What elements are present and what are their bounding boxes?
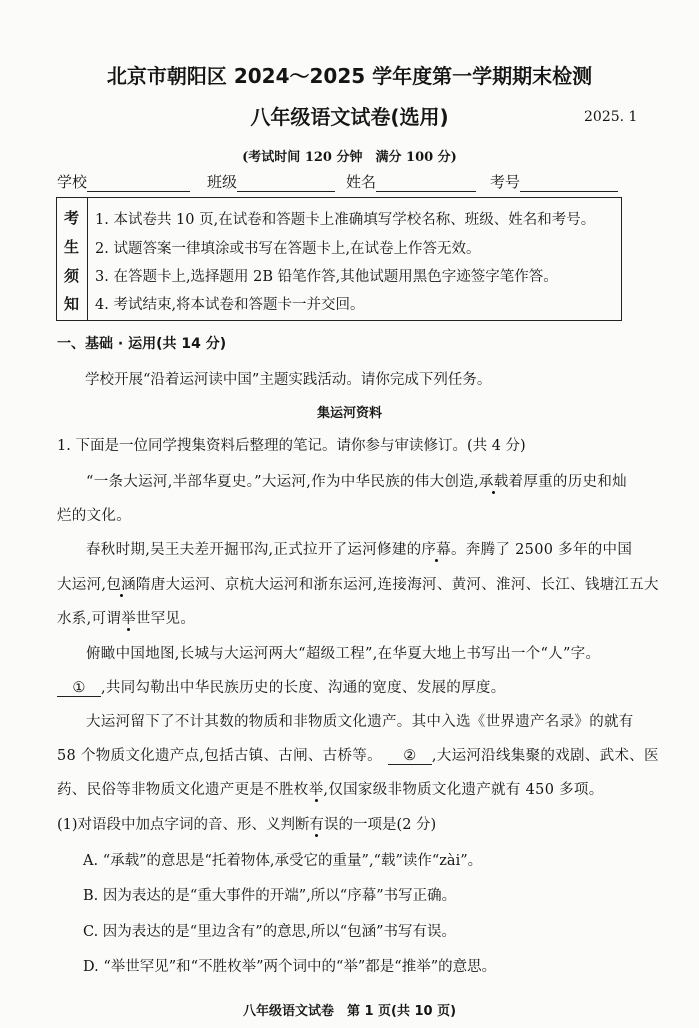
text-run: ,大运河沿线集聚的戏剧、武术、医 bbox=[431, 748, 659, 764]
number-blank bbox=[520, 177, 618, 192]
dotted-word: 举 bbox=[121, 611, 136, 627]
passage-line bbox=[57, 676, 506, 697]
exam-title: 北京市朝阳区 2024～2025 学年度第一学期期末检测 bbox=[106, 64, 593, 88]
dotted-word: 序幕 bbox=[421, 542, 452, 558]
text-run: ,共同勾勒出中华民族历史的长度、沟通的宽度、发展的厚度。 bbox=[101, 680, 506, 696]
option-c: C. 因为表达的是“里边含有”的意思,所以“包涵”书写有误。 bbox=[83, 924, 457, 940]
page-footer: 八年级语文试卷 第 1 页(共 10 页) bbox=[242, 1004, 457, 1019]
text-run: 着厚重的历史和灿 bbox=[508, 474, 627, 490]
class-blank bbox=[237, 177, 335, 192]
option-b: B. 因为表达的是“重大事件的开端”,所以“序幕”书写正确。 bbox=[83, 888, 457, 904]
text-run: 世罕见。 bbox=[135, 611, 196, 627]
class-field bbox=[207, 171, 335, 192]
notice-heading bbox=[57, 198, 88, 320]
dotted-word: 有 bbox=[309, 817, 325, 833]
dotted-word: 包涵 bbox=[106, 577, 136, 593]
passage-line bbox=[57, 573, 659, 594]
passage-line bbox=[57, 744, 659, 765]
passage-line bbox=[86, 470, 627, 491]
text-run: 误的一项是(2 分) bbox=[324, 817, 437, 833]
exam-time-info: (考试时间 120 分钟 满分 100 分) bbox=[242, 150, 457, 165]
exam-subtitle: 八年级语文试卷(选用) bbox=[250, 105, 449, 129]
text-run: ,仅国家级非物质文化遗产就有 450 多项。 bbox=[323, 782, 604, 798]
notice-head-char: 生 bbox=[64, 238, 80, 256]
question-stem: 1. 下面是一位同学搜集资料后整理的笔记。请你参与审读修订。(共 4 分) bbox=[57, 438, 526, 454]
dotted-word: 承载 bbox=[478, 474, 509, 490]
text-run: 。奔腾了 2500 多年的中国 bbox=[451, 542, 633, 558]
notice-item: 2. 试题答案一律填涂或书写在答题卡上,在试卷上作答无效。 bbox=[95, 241, 481, 257]
number-label: 考号 bbox=[490, 173, 521, 191]
text-run: 大运河, bbox=[57, 577, 107, 593]
text-run: (1)对语段中加点字词的音、形、义判断 bbox=[57, 817, 310, 833]
passage-line: 烂的文化。 bbox=[57, 508, 131, 524]
text-run: 药、民俗等非物质文化遗产更是不胜枚 bbox=[57, 782, 309, 798]
notice-item: 4. 考试结束,将本试卷和答题卡一并交回。 bbox=[95, 297, 365, 313]
name-field bbox=[346, 171, 476, 192]
notice-head-char: 须 bbox=[64, 267, 80, 285]
name-blank bbox=[376, 177, 476, 192]
answer-blank-2: ② bbox=[388, 748, 432, 765]
text-run: 水系,可谓 bbox=[57, 611, 122, 627]
passage-line: 大运河留下了不计其数的物质和非物质文化遗产。其中入选《世界遗产名录》的就有 bbox=[86, 714, 634, 730]
text-run: 58 个物质文化遗产点,包括古镇、古闸、古桥等。 bbox=[57, 748, 382, 764]
number-field bbox=[490, 171, 618, 192]
answer-blank-1: ① bbox=[57, 680, 101, 697]
text-run: 春秋时期,吴王夫差开掘邗沟,正式拉开了运河修建的 bbox=[86, 542, 422, 558]
passage-line bbox=[57, 607, 195, 628]
text-run: 隋唐大运河、京杭大运河和浙东运河,连接海河、黄河、淮河、长江、钱塘江五大 bbox=[135, 577, 659, 593]
school-field bbox=[57, 171, 190, 192]
notice-item: 1. 本试卷共 10 页,在试卷和答题卡上准确填写学校名称、班级、姓名和考号。 bbox=[95, 212, 596, 228]
dotted-word: 举 bbox=[308, 782, 324, 798]
name-label: 姓名 bbox=[346, 173, 377, 191]
passage-line bbox=[57, 778, 604, 799]
sub-question-stem bbox=[57, 813, 436, 834]
candidate-notice-box bbox=[56, 197, 622, 321]
text-run: “一条大运河,半部华夏史。”大运河,作为中华民族的伟大创造, bbox=[86, 474, 479, 490]
class-label: 班级 bbox=[207, 173, 238, 191]
school-blank bbox=[87, 177, 190, 192]
passage-line: 俯瞰中国地图,长城与大运河两大“超级工程”,在华夏大地上书写出一个“人”字。 bbox=[86, 646, 601, 662]
notice-head-char: 知 bbox=[64, 295, 80, 313]
option-a: A. “承载”的意思是“托着物体,承受它的重量”,“载”读作“zài”。 bbox=[83, 853, 483, 869]
exam-date: 2025. 1 bbox=[584, 109, 638, 125]
section-intro: 学校开展“沿着运河读中国”主题实践活动。请你完成下列任务。 bbox=[85, 372, 492, 388]
notice-head-char: 考 bbox=[64, 209, 80, 227]
passage-line bbox=[86, 538, 632, 559]
notice-item: 3. 在答题卡上,选择题用 2B 铅笔作答,其他试题用黑色字迹签字笔作答。 bbox=[95, 269, 558, 285]
section-title: 一、基础 · 运用(共 14 分) bbox=[57, 336, 227, 352]
material-title: 集运河资料 bbox=[316, 406, 382, 421]
school-label: 学校 bbox=[57, 173, 88, 191]
option-d: D. “举世罕见”和“不胜枚举”两个词中的“举”都是“推举”的意思。 bbox=[83, 959, 497, 975]
